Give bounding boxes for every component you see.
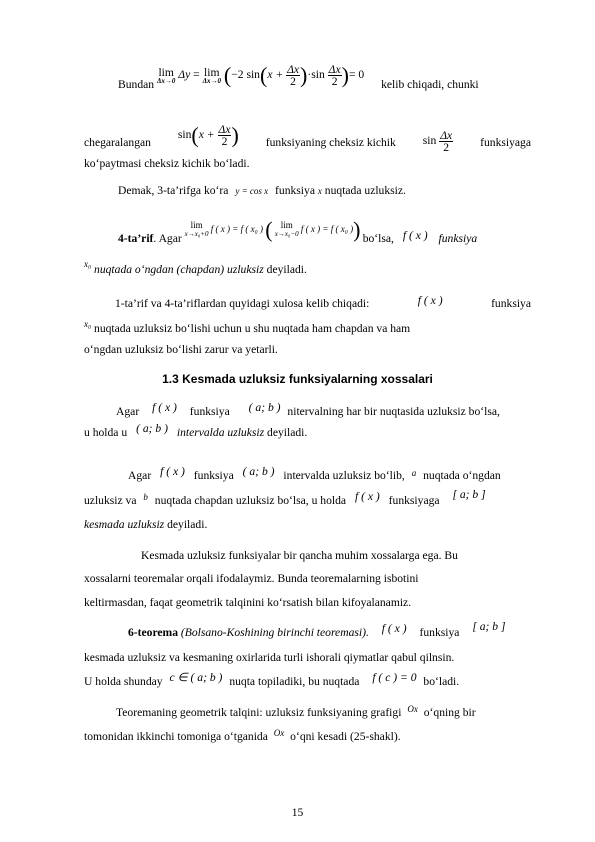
definition-term: 4-ta’rif	[118, 232, 154, 246]
line-one-sided: $^{x_0}$ nuqtada o‘ngdan (chapdan) uzluksiz deyiladi.	[84, 259, 307, 276]
line-segment-continuous: kesmada uzluksiz deyiladi.	[84, 518, 208, 531]
section-heading: 1.3 Kesmada uzluksiz funksiyalarning xossalari	[162, 372, 433, 386]
sin-small-expression: sin $\frac{\Delta x}{2}$	[422, 129, 453, 154]
sin-expression: sin(x + $\frac{\Delta x}{2}$ )	[177, 122, 239, 148]
line-bounded: chegaralangan sin(x + $\frac{\Delta x}{2}$ ) funksiyaning cheksiz kichik sin $\frac{\Delta x}{2}$ funksiyaga	[84, 122, 531, 154]
line-limit-equation: Bundan lim Δx→0 Δy = lim Δx→0 (−2 sin(x + $\frac{\Delta x}{2}$ )·sin $\frac{\Delta x}{2}$ )= 0 kelib chiqadi, chunki	[118, 62, 479, 92]
line-interval-continuous: u holda u ( a; b ) intervalda uzluksiz deyiladi.	[84, 422, 308, 439]
line-demak: Demak, 3-ta’rifga ko‘ra y = cos x funksiya x nuqtada uzluksiz.	[118, 184, 406, 197]
line-theorem-6: 6-teorema (Bolsano-Koshining birinchi teoremasi). f ( x ) funksiya [ a; b ]	[128, 620, 506, 639]
line-product: ko‘paytmasi cheksiz kichik bo‘ladi.	[84, 157, 250, 170]
line-theorem-result: U holda shunday c ∈ ( a; b ) nuqta topiladiki, bu nuqtada f ( c ) = 0 bo‘ladi.	[84, 671, 460, 688]
line-interval-def: Agar f ( x ) funksiya ( a; b ) nitervalning har bir nuqtasida uzluksiz bo‘lsa,	[116, 401, 500, 418]
line-segment-cond: uzluksiz va $^b$ nuqtada chapdan uzluksiz bo‘lsa, u holda f ( x ) funksiyaga [ a; b ]	[84, 488, 486, 507]
one-sided-limit-formula: lim x→x₀+0 f ( x ) = f ( x₀ ) ( lim x→x₀−0 f ( x ) = f ( x₀ ))	[184, 217, 361, 242]
line-geometric-2: tomonidan ikkinchi tomoniga o‘tganida $^{Ox}$ o‘qni kesadi (25-shakl).	[84, 728, 401, 743]
line-necessary: o‘ngdan uzluksiz bo‘lishi zarur va yetarli.	[84, 343, 278, 356]
limit-operator: lim Δx→0	[156, 65, 176, 85]
text-bundan: Bundan	[118, 78, 155, 92]
line-segment-def: Agar f ( x ) funksiya ( a; b ) intervalda uzluksiz bo‘lib, $^a$ nuqtada o‘ngdan	[128, 465, 501, 482]
delta-y: Δy	[178, 68, 191, 82]
line-theorem-cond: kesmada uzluksiz va kesmaning oxirlarida turli ishorali qiymatlar qabul qilnsin.	[84, 651, 455, 664]
line-conclusion: 1-ta’rif va 4-ta’riflardan quyidagi xulosa kelib chiqadi: f ( x ) funksiya	[115, 294, 531, 310]
limit-expression: (−2 sin(x + $\frac{\Delta x}{2}$ )·sin $\frac{\Delta x}{2}$ )= 0	[223, 62, 365, 88]
limit-operator-2: lim Δx→0	[202, 65, 221, 85]
line-properties-2: xossalarni teoremalar orqali ifodalaymiz. Bunda teoremalarning isbotini	[84, 572, 419, 585]
page-number: 15	[291, 807, 304, 819]
text-kelib-chiqadi: kelib chiqadi, chunki	[381, 78, 479, 92]
line-properties-3: keltirmasdan, faqat geometrik talqinini ko‘rsatish bilan kifoyalanamiz.	[84, 596, 412, 609]
theorem-term: 6-teorema	[128, 626, 178, 639]
line-definition-4: 4-ta’rif. Agar $^{lim x\to x_0+0 f ( x ) = f ( x_0 ) ( lim x\to x_0-0 f ( x ) = f ( x_0 ))}$ bo‘lsa, f ( x ) funksiya	[118, 217, 478, 246]
line-geometric-1: Teoremaning geometrik talqini: uzluksiz funksiyaning grafigi $^{Ox}$ o‘qning bir	[116, 704, 476, 719]
formula-cos: y = cos x	[235, 186, 269, 196]
line-properties-1: Kesmada uzluksiz funksiyalar bir qancha muhim xossalarga ega. Bu	[141, 549, 458, 562]
line-condition: $^{x_0}$ nuqtada uzluksiz bo‘lishi uchun u shu nuqtada ham chapdan va ham	[84, 319, 411, 335]
